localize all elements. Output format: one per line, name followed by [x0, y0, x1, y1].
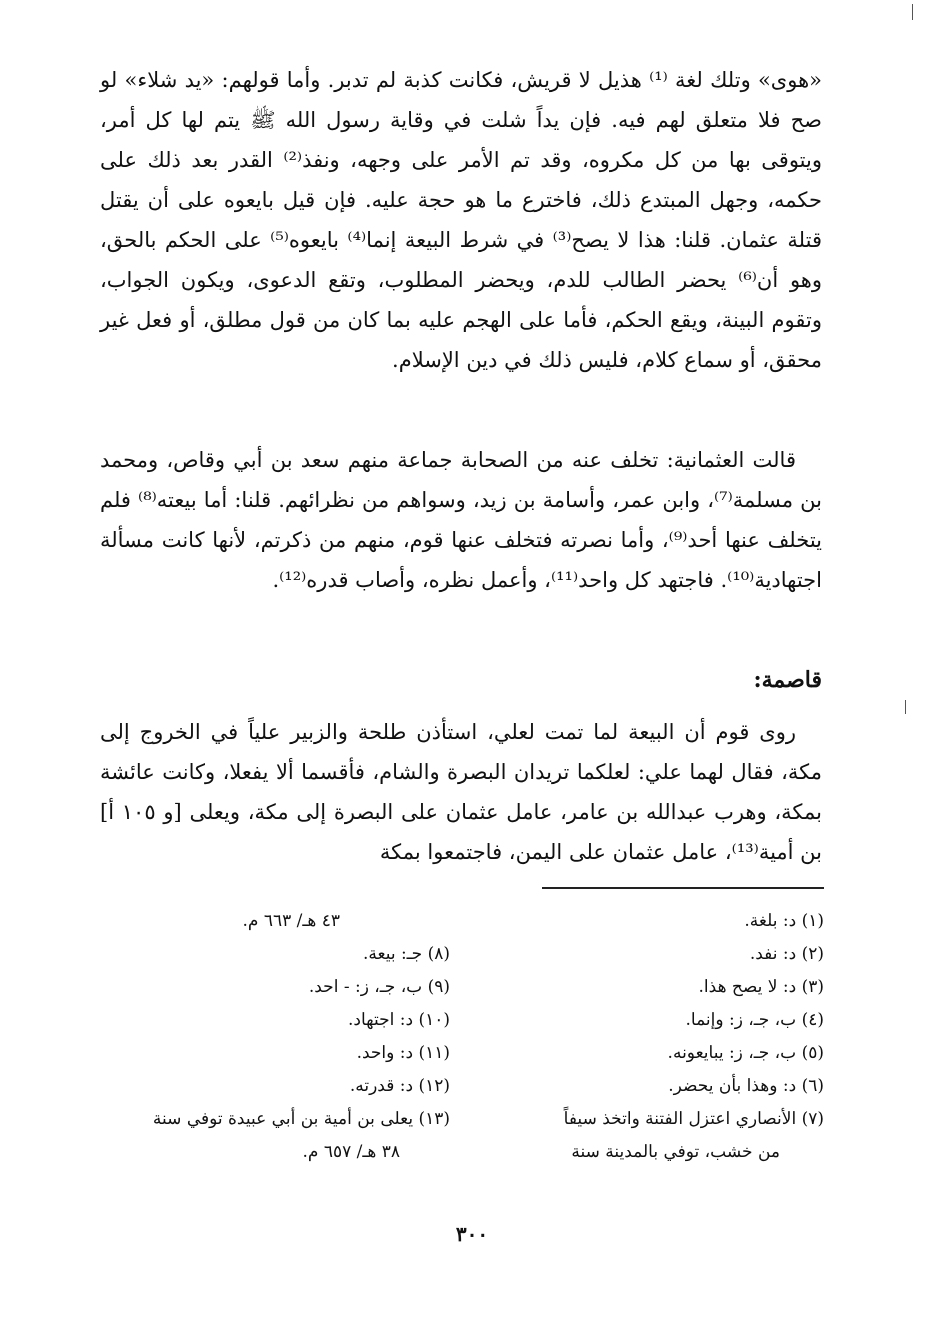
- page-number: ٣٠٠: [455, 1222, 489, 1246]
- footnote: (٣) د: لا يصح هذا.: [698, 977, 824, 997]
- footnote: (٤) ب، جـ، ز: وإنما.: [685, 1010, 824, 1030]
- margin-mark: [905, 700, 906, 714]
- paragraph-text: روى قوم أن البيعة لما تمت لعلي، استأذن طلحة والزبير علياً في الخروج إلى مكة، فقال لهما علي: لعلكما تريدان البصرة والشام، فأقسما ألا يفعلا، وكانت عائشة بمكة، وهرب عبدالله بن عامر، عامل عثمان على البصرة إلى مكة، ويعلى [و ١٠٥ أ] بن أمية⁽¹³⁾، عامل عثمان على اليمن، فاجتمعوا بمكة: [100, 720, 823, 864]
- footnote: (٥) ب، جـ، ز: يبايعونه.: [667, 1043, 824, 1063]
- paragraph-text: قالت العثمانية: تخلف عنه من الصحابة جماعة منهم سعد بن أبي وقاص، ومحمد بن مسلمة⁽⁷⁾، وابن عمر، وأسامة بن زيد، وسواهم من نظرائهم. قلنا: أما بيعته⁽⁸⁾ فلم يتخلف عنها أحد⁽⁹⁾، وأما نصرته فتخلف عنها قوم، منهم من ذكرتم، لأنها كانت مسألة اجتهادية⁽¹⁰⁾. فاجتهد كل واحد⁽¹¹⁾، وأعمل نظره، وأصاب قدره⁽¹²⁾.: [100, 448, 822, 592]
- footnote: (٩) ب، جـ، ز: - احد.: [308, 977, 450, 997]
- body-paragraph-2: [100, 440, 822, 600]
- footnote-continuation: ٤٣ هـ/ ٦٦٣ م.: [242, 911, 340, 931]
- body-paragraph-3: [100, 712, 822, 872]
- footnote: (٨) جـ: بيعة.: [362, 944, 450, 964]
- section-heading: قاصمة:: [753, 667, 822, 693]
- footnote-divider: [542, 887, 824, 889]
- footnotes-left-column: [100, 905, 450, 1169]
- footnote: (٢) د: نفد.: [749, 944, 824, 964]
- footnotes-right-column: [470, 905, 824, 1169]
- footnote: (٧) الأنصاري اعتزل الفتنة واتخذ سيفاً: [563, 1109, 824, 1129]
- paragraph-text: «هوى» وتلك لغة ⁽¹⁾ هذيل لا قريش، فكانت كذبة لم تدبر. وأما قولهم: «يد شلاء» لو صح فلا متعلق لهم فيه. فإن يداً شلت في وقاية رسول الله ﷺ يتم لها كل أمر، ويتوقى بها من كل مكروه، وقد تم الأمر على وجهه، ونفذ⁽²⁾ القدر بعد ذلك على حكمه، وجهل المبتدع ذلك، فاخترع ما هو حجة عليه. فإن قيل بايعوه على أن يقتل قتلة عثمان. قلنا: هذا لا يصح⁽³⁾ في شرط البيعة إنما⁽⁴⁾ بايعوه⁽⁵⁾ على الحكم بالحق، وهو أن⁽⁶⁾ يحضر الطالب للدم، ويحضر المطلوب، وتقع الدعوى، ويكون الجواب، وتقوم البينة، ويقع الحكم، فأما على الهجم عليه بما كان من قول مطلق، أو فعل غير محقق، أو سماع كلام، فليس ذلك في دين الإسلام.: [100, 68, 823, 372]
- footnote-continuation: من خشب، توفي بالمدينة سنة: [571, 1142, 780, 1162]
- footnote: (١١) د: واحد.: [356, 1043, 450, 1063]
- footnote-continuation: ٣٨ هـ/ ٦٥٧ م.: [302, 1142, 400, 1162]
- body-paragraph-1: [100, 60, 822, 380]
- footnote: (٦) د: وهذا بأن يحضر.: [668, 1076, 824, 1096]
- footnote: (١٢) د: قدرته.: [349, 1076, 450, 1096]
- footnote: (١) د: بلغة.: [744, 911, 824, 931]
- footnote: (١٠) د: اجتهاد.: [348, 1010, 450, 1030]
- footnote: (١٣) يعلى بن أمية بن أبي عبيدة توفي سنة: [152, 1109, 450, 1129]
- margin-mark: [912, 4, 913, 20]
